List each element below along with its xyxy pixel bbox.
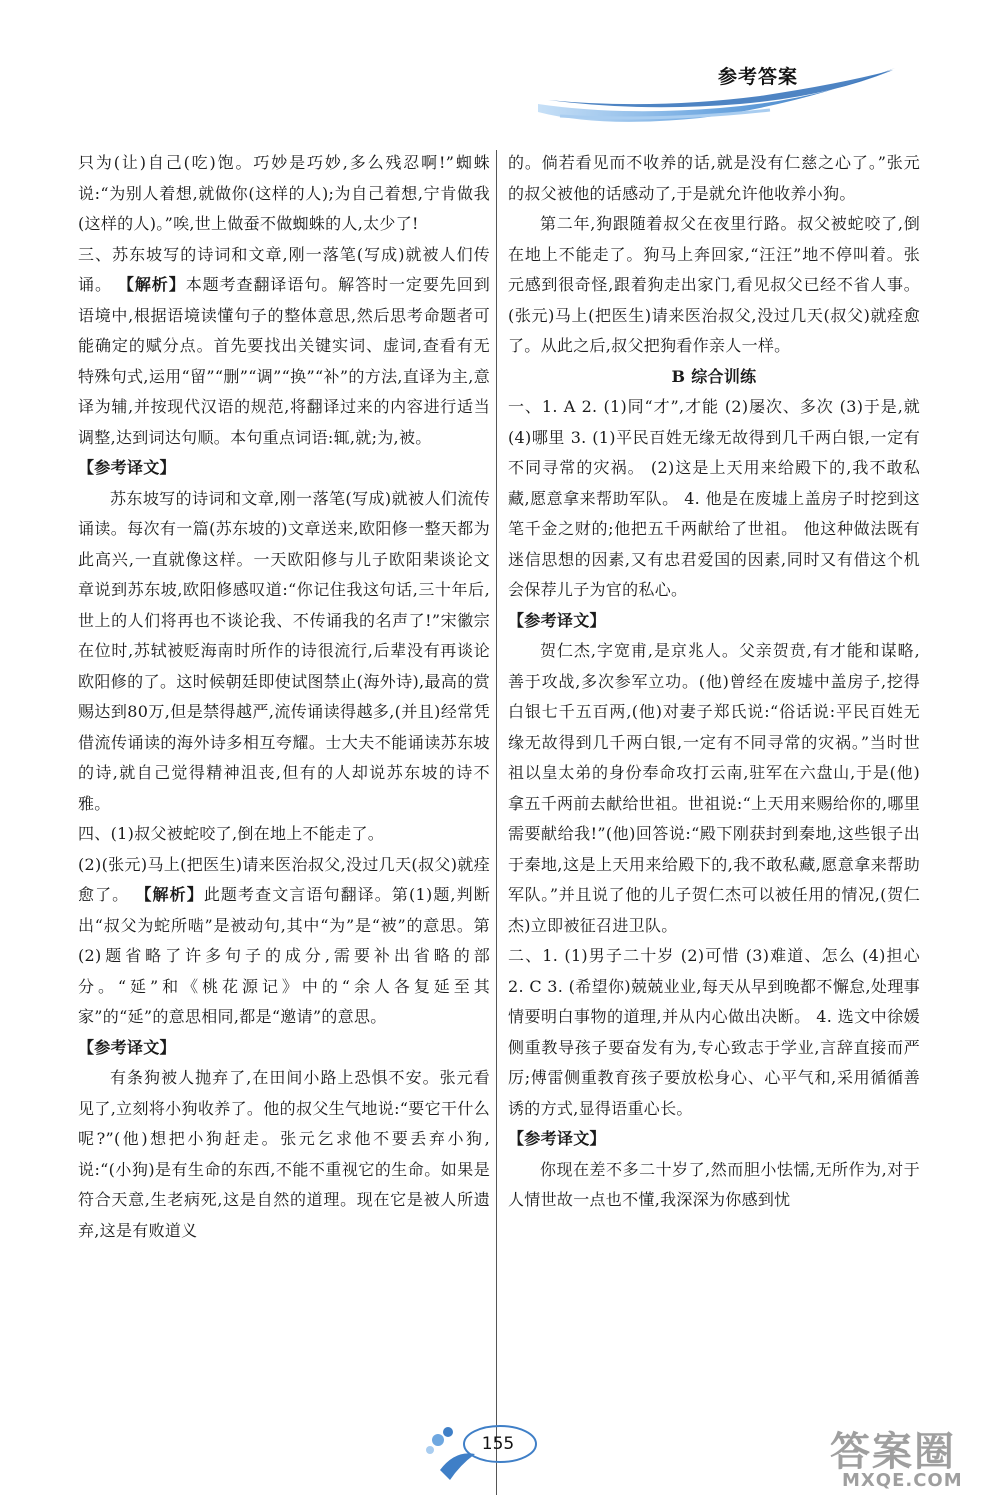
left-paragraph-2 — [78, 240, 490, 454]
right-paragraph-1: 的。倘若看见而不收养的话,就是没有仁慈之心了。”张元的叔父被他的话感动了,于是就允许他收养小狗。 — [508, 153, 920, 203]
reference-translation-heading: 【参考译文】 — [508, 610, 606, 630]
left-paragraph-5 — [78, 850, 490, 1033]
analysis-tag: 【解析】 — [117, 275, 186, 294]
watermark-text: 答案圈 — [830, 1429, 956, 1475]
right-paragraph-5: 二、1. (1)男子二十岁 (2)可惜 (3)难道、怎么 (4)担心 2. C 3. (希望你)兢兢业业,每天从早到晚都不懈怠,处理事情要明白事物的道理,并从内心做出决断。 4. 选文中徐媛侧重教导孩子要奋发有为,专心致志于学业,言辞直接而严厉;傅雷侧重教育孩子要放松身心、心平气和,采用循循善诱的方式,显得语重心长。 — [508, 946, 920, 1118]
translation-answer: 苏东坡写的诗词和文章,刚一落笔(写成)就被人们传诵。 — [78, 244, 490, 294]
column-divider — [496, 150, 497, 1495]
header-title: 参考答案 — [718, 66, 799, 88]
header-banner — [0, 0, 1000, 140]
right-paragraph-2: 第二年,狗跟随着叔父在夜里行路。叔父被蛇咬了,倒在地上不能走了。狗马上奔回家,“汪汪”地不停叫着。张元感到很奇怪,跟着狗走出家门,看见叔父已经不省人事。(张元)马上(把医生)请来医治叔父,没过几天(叔父)就痊愈了。从此之后,叔父把狗看作亲人一样。 — [508, 214, 920, 355]
watermark-url: MXQE.COM — [842, 1470, 963, 1491]
analysis-tag: 【解析】 — [135, 885, 204, 904]
section-heading: B 综合训练 — [671, 366, 757, 386]
right-column — [508, 148, 920, 1216]
left-column — [78, 148, 490, 1246]
right-paragraph-4: 贺仁杰,字宽甫,是京兆人。父亲贺贲,有才能和谋略,善于攻战,多次参军立功。(他)曾经在废墟中盖房子,挖得白银七千五百两,(他)对妻子郑氏说:“俗话说:平民百姓无缘无故得到几千两白银,一定有不同寻常的灾祸。”当时世祖以皇太弟的身份奉命攻打云南,驻军在六盘山,于是(他)拿五千两前去献给世祖。世祖说:“上天用来赐给你的,哪里需要献给我!”(他)回答说:“殿下刚获封到秦地,这些银子出于秦地,这是上天用来给殿下的,我不敢私藏,愿意拿来帮助军队。”并且说了他的儿子贺仁杰可以被任用的情况,(贺仁杰)立即被征召进卫队。 — [508, 641, 920, 935]
watermark — [800, 1420, 1000, 1500]
left-paragraph-4: 四、(1)叔父被蛇咬了,倒在地上不能走了。 — [78, 824, 385, 843]
analysis-text: 此题考查文言语句翻译。第(1)题,判断出“叔父为蛇所啮”是被动句,其中“为”是“被”的意思。第(2)题省略了许多句子的成分,需要补出省略的部分。“延”和《桃花源记》中的“余人各复延至其家”的“延”的意思相同,都是“邀请”的意思。 — [78, 885, 490, 1026]
right-paragraph-3: 一、1. A 2. (1)同“才”,才能 (2)屡次、多次 (3)于是,就 (4)哪里 3. (1)平民百姓无缘无故得到几千两白银,一定有不同寻常的灾祸。 (2)这是上天用来给殿下的,我不敢私藏,愿意拿来帮助军队。 4. 他是在废墟上盖房子时挖到这笔千金之财的;他把五千两献给了世祖。 他这种做法既有迷信思想的因素,又有忠君爱国的因素,同时又有借这个机会保荐儿子为官的私心。 — [508, 397, 920, 599]
reference-translation-heading: 【参考译文】 — [78, 1037, 176, 1057]
section-number: 三、 — [78, 244, 113, 264]
banner-swoosh-icon — [0, 0, 1000, 140]
reference-translation-heading: 【参考译文】 — [508, 1129, 606, 1148]
right-paragraph-6: 你现在差不多二十岁了,然而胆小怯懦,无所作为,对于人情世故一点也不懂,我深深为你感到忧 — [508, 1159, 920, 1209]
left-paragraph-1: 只为(让)自己(吃)饱。巧妙是巧妙,多么残忍啊!”蜘蛛说:“为别人着想,就做你(这样的人);为自己着想,宁肯做我(这样的人)。”唉,世上做蚕不做蜘蛛的人,太少了! — [78, 153, 490, 233]
reference-translation-heading: 【参考译文】 — [78, 458, 176, 477]
analysis-text: 本题考查翻译语句。解答时一定要先回到语境中,根据语境读懂句子的整体意思,然后思考命题者可能确定的赋分点。首先要找出关键实词、虚词,查看有无特殊句式,运用“留”“删”“调”“换”“补”的方法,直译为主,意译为辅,并按现代汉语的规范,将翻译过来的内容进行适当调整,达到词达句顺。本句重点词语:辄,就;为,被。 — [78, 275, 490, 447]
translation-answer: (2)(张元)马上(把医生)请来医治叔父,没过几天(叔父)就痊愈了。 — [78, 854, 490, 904]
left-paragraph-3: 苏东坡写的诗词和文章,刚一落笔(写成)就被人们流传诵读。每次有一篇(苏东坡的)文章送来,欧阳修一整天都为此高兴,一直就像这样。一天欧阳修与儿子欧阳棐谈论文章说到苏东坡,欧阳修感叹道:“你记住我这句话,三十年后,世上的人们将再也不谈论我、不传诵我的名声了!”宋徽宗在位时,苏轼被贬海南时所作的诗很流行,后辈没有再谈论欧阳修的了。这时候朝廷即使试图禁止(海外诗),最高的赏赐达到80万,但是禁得越严,流传诵读得越多,(并且)经常凭借流传诵读的海外诗多相互夸耀。士大夫不能诵读苏东坡的诗,就自己觉得精神沮丧,但有的人却说苏东坡的诗不雅。 — [78, 488, 490, 813]
page-number: 155 — [481, 1434, 515, 1454]
left-paragraph-6: 有条狗被人抛弃了,在田间小路上恐惧不安。张元看见了,立刻将小狗收养了。他的叔父生气地说:“要它干什么呢?”(他)想把小狗赶走。张元乞求他不要丢弃小狗,说:“(小狗)是有生命的东西,不能不重视它的生命。如果是符合天意,生老病死,这是自然的道理。现在它是被人所遗弃,这是有败道义 — [78, 1068, 490, 1240]
